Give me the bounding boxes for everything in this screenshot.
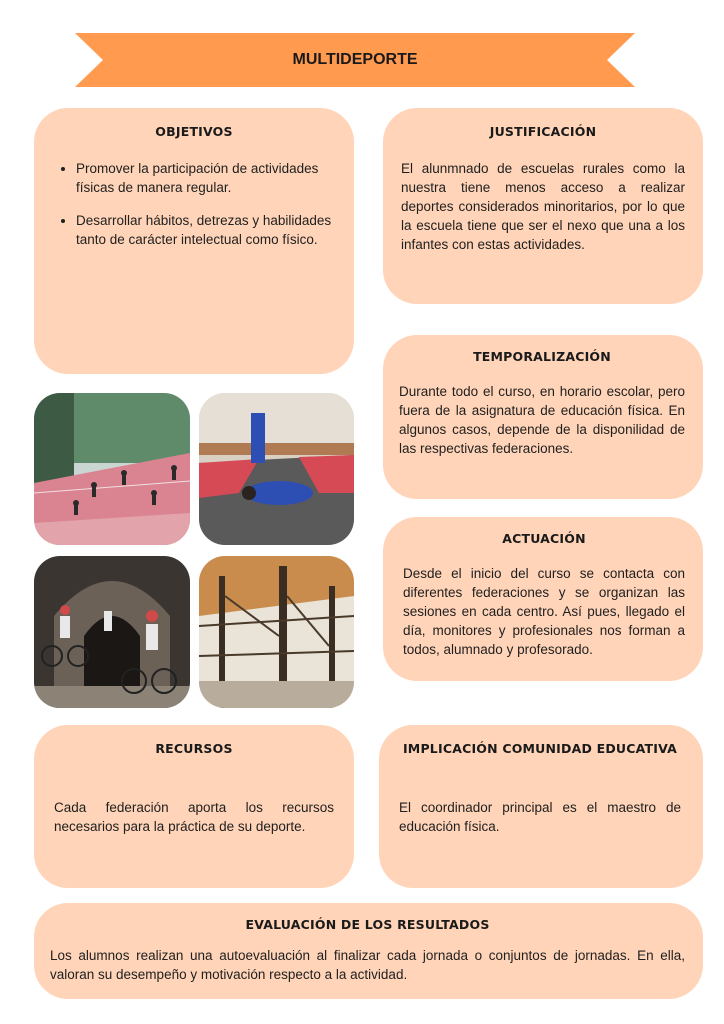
objetivos-title: OBJETIVOS xyxy=(155,124,233,139)
objetivos-item: • Promover la participación de actividades físicas de manera regular. xyxy=(76,159,332,197)
objetivos-card xyxy=(34,108,354,374)
evaluacion-text: Los alumnos realizan una autoevaluación al finalizar cada jornada o conjuntos de jornadas. En ella, valoran su desempeño y motivación respecto a la actividad. xyxy=(50,948,685,982)
page-title: MULTIDEPORTE xyxy=(292,51,418,68)
photo-tunnel-bikes xyxy=(34,556,190,708)
actuacion-card xyxy=(383,517,703,681)
evaluacion-title: EVALUACIÓN DE LOS RESULTADOS xyxy=(245,917,490,932)
justificacion-text: El alunmnado de escuelas rurales como la nuestra tiene menos acceso a realizar deportes considerados minoritarios, por lo que la escuela tiene que ser el nexo que una a los infantes con estas actividades. xyxy=(401,161,685,252)
temporalizacion-card xyxy=(383,335,703,499)
photo-climbing-structure xyxy=(199,556,354,708)
evaluacion-card xyxy=(34,903,703,999)
recursos-text: Cada federación aporta los recursos necesarios para la práctica de su deporte. xyxy=(54,800,334,834)
photo-fronton-court xyxy=(34,393,190,545)
recursos-title: RECURSOS xyxy=(155,741,233,756)
temporalizacion-text: Durante todo el curso, en horario escolar, pero fuera de la asignatura de educación física. En algunos casos, depende de la disponilidad de las respectivas federaciones. xyxy=(399,384,685,456)
actuacion-title: ACTUACIÓN xyxy=(502,531,586,546)
justificacion-card xyxy=(383,108,703,304)
title-banner xyxy=(75,33,635,87)
implicacion-card xyxy=(379,725,703,888)
objetivos-item: • Desarrollar hábitos, detrezas y habilidades tanto de carácter intelectual como físico. xyxy=(76,211,332,249)
justificacion-title: JUSTIFICACIÓN xyxy=(489,124,597,139)
recursos-card xyxy=(34,725,354,888)
photo-judo-mat xyxy=(199,393,354,545)
actuacion-text: Desde el inicio del curso se contacta con diferentes federaciones y se organizan las sesiones en cada centro. Así pues, llegado el día, monitores y profesionales nos forman a todos, alumnado y profesorado. xyxy=(403,566,685,657)
implicacion-text: El coordinador principal es el maestro de educación física. xyxy=(399,800,681,834)
temporalizacion-title: TEMPORALIZACIÓN xyxy=(473,349,611,364)
implicacion-title: IMPLICACIÓN COMUNIDAD EDUCATIVA xyxy=(402,741,678,756)
objetivos-list xyxy=(56,159,332,249)
